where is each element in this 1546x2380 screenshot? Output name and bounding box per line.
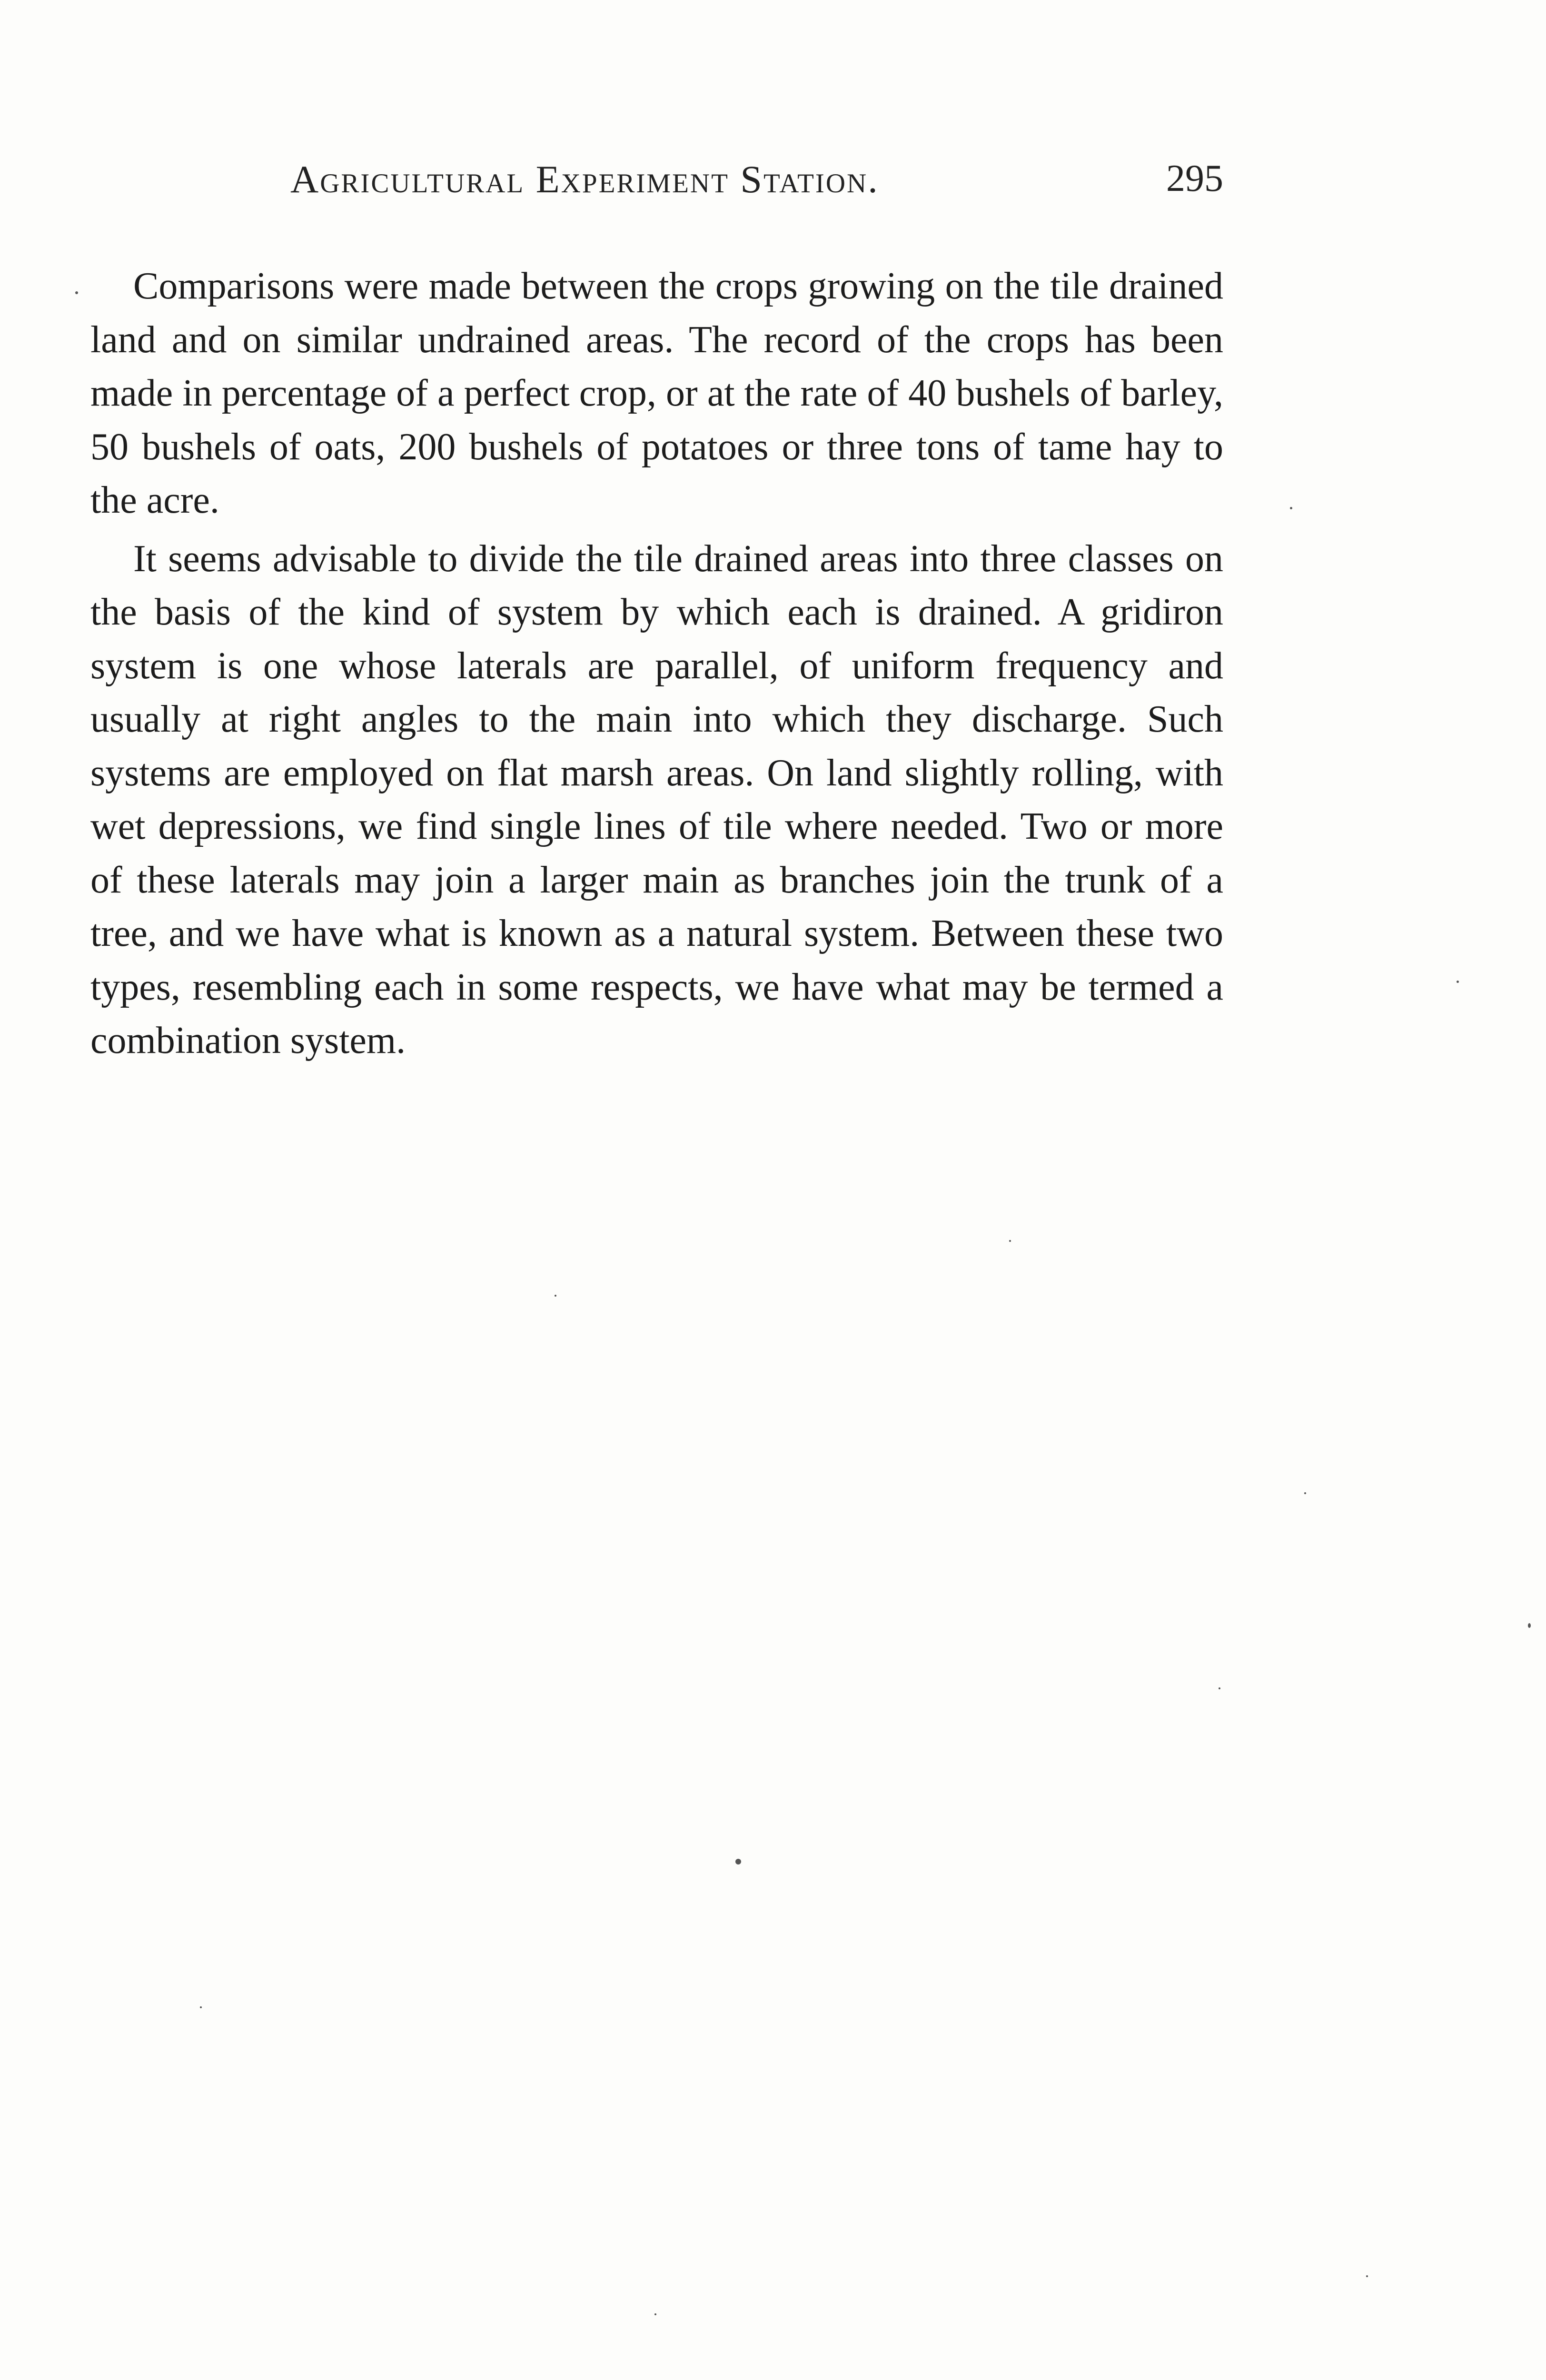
scan-speck	[200, 2006, 202, 2008]
scan-speck	[1290, 507, 1292, 509]
scan-speck	[1009, 1240, 1011, 1242]
scan-speck	[654, 2313, 656, 2315]
scan-speck	[555, 1295, 556, 1297]
body-text	[90, 259, 1223, 1068]
scan-speck	[1219, 1687, 1220, 1689]
scan-speck	[1366, 2275, 1368, 2277]
page-number: 295	[1166, 158, 1223, 199]
scan-speck	[1528, 1623, 1531, 1628]
scan-speck	[735, 1859, 741, 1864]
running-head	[90, 157, 1223, 209]
scan-speck	[1457, 981, 1459, 983]
scan-speck	[1304, 1492, 1306, 1494]
paragraph-drainage-systems: It seems advisable to divide the tile drained areas into three classes on the basis of the kind of system by which each is drained. A gridiron system is one whose laterals are parallel, of uniform frequency and usually at right angles to the main into which they discharge. Such systems are employed on flat marsh areas. On land slightly rolling, with wet depressions, we find single lines of tile where needed. Two or more of these laterals may join a larger main as branches join the trunk of a tree, and we have what is known as a natural system. Between these two types, resembling each in some respects, we have what may be termed a combination system.	[90, 537, 1223, 1061]
paragraph-crop-comparisons: Comparisons were made between the crops growing on the tile drained land and on similar undrained areas. The record of the crops has been made in percentage of a perfect crop, or at the rate of 40 bushels of barley, 50 bushels of oats, 200 bushels of potatoes or three tons of tame hay to the acre.	[90, 265, 1223, 521]
running-title: Agricultural Experiment Station.	[290, 158, 879, 201]
scan-speck	[75, 291, 78, 294]
